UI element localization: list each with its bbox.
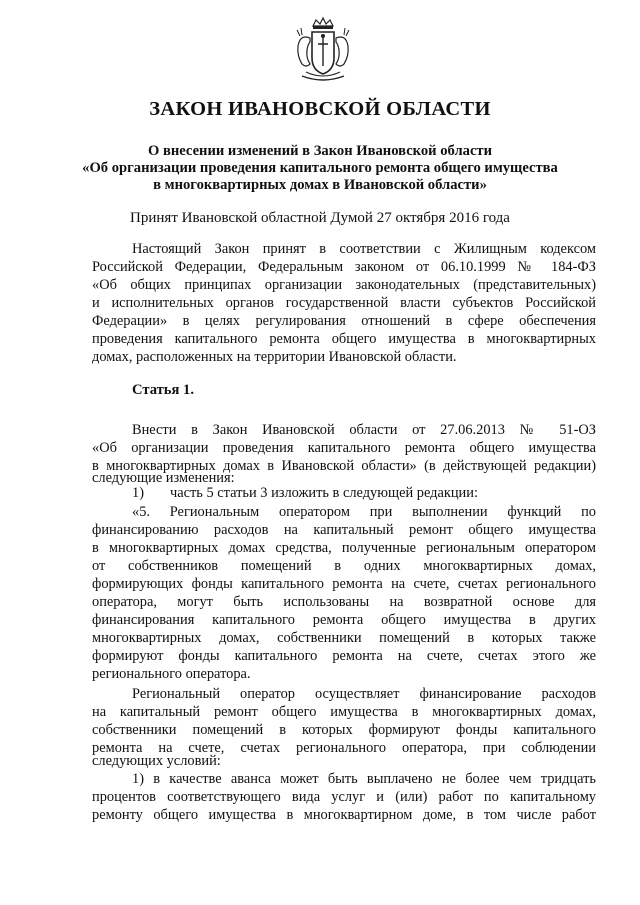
article-intro-line: следующие изменения: [92, 470, 235, 486]
quote-line: формируют фонды капитального ремонта на счете, счетах этого же [92, 648, 596, 664]
subtitle-line: в многоквартирных домах в Ивановской области» [153, 177, 487, 193]
quote-line: многоквартирных домах, собственники помещений в которых также [92, 630, 596, 646]
article-heading: Статья 1. [132, 382, 194, 398]
adoption-note: Принят Ивановской областной Думой 27 октября 2016 года [130, 210, 510, 226]
quote-line: формирующих фонды капитального ремонта на счете, счетах регионального [92, 576, 596, 592]
paragraph-line: следующих условий: [92, 753, 221, 769]
paragraph-line: на капитальный ремонт общего имущества в многоквартирных домах, [92, 704, 596, 720]
article-intro-line: в многоквартирных домах в Ивановской области» (в действующей редакции) [92, 458, 596, 474]
coat-of-arms-icon [292, 16, 354, 88]
quote-line: от собственников помещений в одних многоквартирных домах, [92, 558, 596, 574]
preamble-line: и исполнительных органов государственной власти субъектов Российской [92, 295, 596, 311]
paragraph-line: собственники помещений в которых формируют фонды капитального [92, 722, 596, 738]
quote-line: оператора, могут быть использованы на возвратной основе для [92, 594, 596, 610]
quote-line: регионального оператора. [92, 666, 251, 682]
preamble-line: Российской Федерации, Федеральным законом от 06.10.1999 № 184-ФЗ [92, 259, 596, 275]
article-intro-line: Внести в Закон Ивановской области от 27.06.2013 № 51-ОЗ [132, 422, 596, 438]
quote-line: финансированию расходов на капитальный ремонт общего имущества [92, 522, 596, 538]
preamble-line: Настоящий Закон принят в соответствии с Жилищным кодексом [132, 241, 596, 257]
item-number: 1) [132, 485, 144, 501]
preamble-line: «Об общих принципах организации законодательных (представительных) [92, 277, 596, 293]
law-subtitle [60, 143, 580, 194]
preamble-line: проведения капитального ремонта общего имущества в многоквартирных [92, 331, 596, 347]
preamble-line: Федерации» в целях регулирования отношений в сфере обеспечения [92, 313, 596, 329]
quote-line: финансирования капитального ремонта общего имущества в других [92, 612, 596, 628]
quote-line: «5. Региональным оператором при выполнении функций по [132, 504, 596, 520]
preamble-line: домах, расположенных на территории Ивановской области. [92, 349, 457, 365]
paragraph-line: 1) в качестве аванса может быть выплачено не более чем тридцать [132, 771, 596, 787]
paragraph-line: ремонта на счете, счетах регионального оператора, при соблюдении [92, 740, 596, 756]
subtitle-line: О внесении изменений в Закон Ивановской области [147, 143, 493, 159]
paragraph-line: ремонту общего имущества в многоквартирном доме, в том числе работ [92, 807, 596, 823]
item-text: часть 5 статьи 3 изложить в следующей редакции: [170, 485, 478, 501]
subtitle-line: «Об организации проведения капитального ремонта общего имущества [82, 160, 558, 176]
quote-line: в многоквартирных домах средства, полученные региональным оператором [92, 540, 596, 556]
article-intro-line: «Об организации проведения капитального ремонта общего имущества [92, 440, 596, 456]
paragraph-line: Региональный оператор осуществляет финансирование расходов [132, 686, 596, 702]
law-title: ЗАКОН ИВАНОВСКОЙ ОБЛАСТИ [149, 98, 491, 120]
paragraph-line: процентов соответствующего вида услуг и (или) работ по капитальному [92, 789, 596, 805]
